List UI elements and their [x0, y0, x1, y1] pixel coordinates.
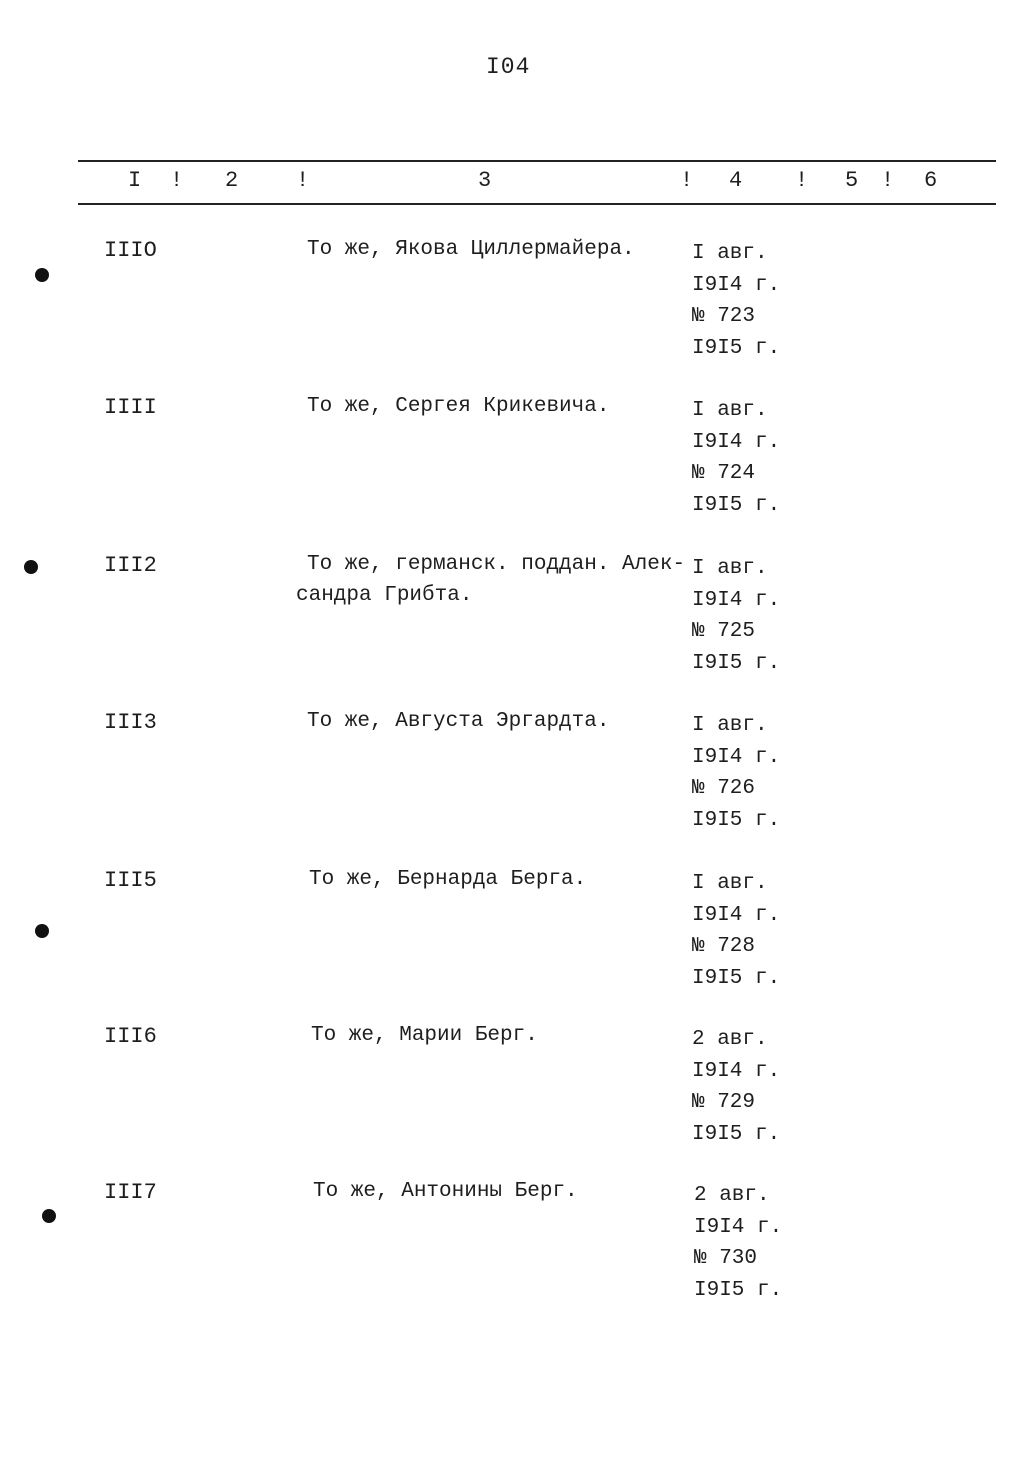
entry-year-to: I9I5 г. — [694, 1278, 783, 1302]
entry-day: I авг. — [692, 399, 768, 422]
entry-description: То же, Якова Циллермайера. — [307, 238, 635, 261]
entry-year-from: I9I4 г. — [692, 745, 781, 769]
entry-number: III7 — [104, 1180, 157, 1205]
column-header-6: 6 — [924, 168, 938, 193]
entry-record-number: № 728 — [692, 935, 756, 958]
column-separator: ! — [296, 168, 310, 193]
entry-year-to: I9I5 г. — [692, 1122, 781, 1146]
binding-hole — [24, 560, 38, 574]
entry-year-from: I9I4 г. — [692, 273, 781, 297]
column-separator: ! — [170, 168, 184, 193]
entry-year-to: I9I5 г. — [692, 336, 781, 360]
entry-record-number: № 730 — [694, 1247, 758, 1270]
column-header-1: I — [128, 168, 142, 193]
entry-record-number: № 725 — [692, 620, 756, 643]
entry-date-block — [692, 868, 780, 994]
column-separator: ! — [881, 168, 895, 193]
entry-record-number: № 729 — [692, 1091, 756, 1114]
entry-description: То же, Сергея Крикевича. — [307, 395, 610, 418]
entry-year-from: I9I4 г. — [692, 903, 781, 927]
entry-day: 2 авг. — [692, 1028, 768, 1051]
column-separator: ! — [795, 168, 809, 193]
entry-description: То же, Антонины Берг. — [313, 1180, 578, 1203]
binding-hole — [35, 924, 49, 938]
entry-day: I авг. — [692, 714, 768, 737]
entry-number: IIII — [104, 395, 157, 420]
column-header-5: 5 — [845, 168, 859, 193]
column-header-4: 4 — [729, 168, 743, 193]
entry-number: III3 — [104, 710, 157, 735]
entry-record-number: № 724 — [692, 462, 756, 485]
entry-year-to: I9I5 г. — [692, 651, 781, 675]
entry-day: I авг. — [692, 557, 768, 580]
entry-number: III5 — [104, 868, 157, 893]
column-header-3: 3 — [478, 168, 492, 193]
entry-day: I авг. — [692, 242, 768, 265]
entry-description: То же, Бернарда Берга. — [309, 868, 587, 891]
entry-number: III2 — [104, 553, 157, 578]
entry-day: 2 авг. — [694, 1184, 770, 1207]
entry-year-to: I9I5 г. — [692, 493, 781, 517]
table-bottom-rule — [78, 203, 996, 205]
entry-day: I авг. — [692, 872, 768, 895]
entry-description: То же, Августа Эргардта. — [307, 710, 610, 733]
entry-description-continued: сандра Грибта. — [296, 584, 473, 607]
entry-date-block — [692, 1024, 780, 1150]
entry-date-block — [694, 1180, 782, 1306]
entry-record-number: № 726 — [692, 777, 756, 800]
entry-year-to: I9I5 г. — [692, 808, 781, 832]
entry-year-from: I9I4 г. — [692, 1059, 781, 1083]
entry-date-block — [692, 395, 780, 521]
binding-hole — [35, 268, 49, 282]
entry-date-block — [692, 553, 780, 679]
entry-year-from: I9I4 г. — [694, 1215, 783, 1239]
entry-year-to: I9I5 г. — [692, 966, 781, 990]
entry-date-block — [692, 710, 780, 836]
entry-year-from: I9I4 г. — [692, 430, 781, 454]
table-top-rule — [78, 160, 996, 162]
column-header-2: 2 — [225, 168, 239, 193]
entry-number: IIIO — [104, 238, 157, 263]
entry-number: III6 — [104, 1024, 157, 1049]
entry-description: То же, Марии Берг. — [311, 1024, 538, 1047]
entry-record-number: № 723 — [692, 305, 756, 328]
entry-year-from: I9I4 г. — [692, 588, 781, 612]
binding-hole — [42, 1209, 56, 1223]
entry-date-block — [692, 238, 780, 364]
column-separator: ! — [680, 168, 694, 193]
entry-description: То же, германск. поддан. Алек- — [307, 553, 686, 576]
page-number: I04 — [486, 54, 531, 80]
